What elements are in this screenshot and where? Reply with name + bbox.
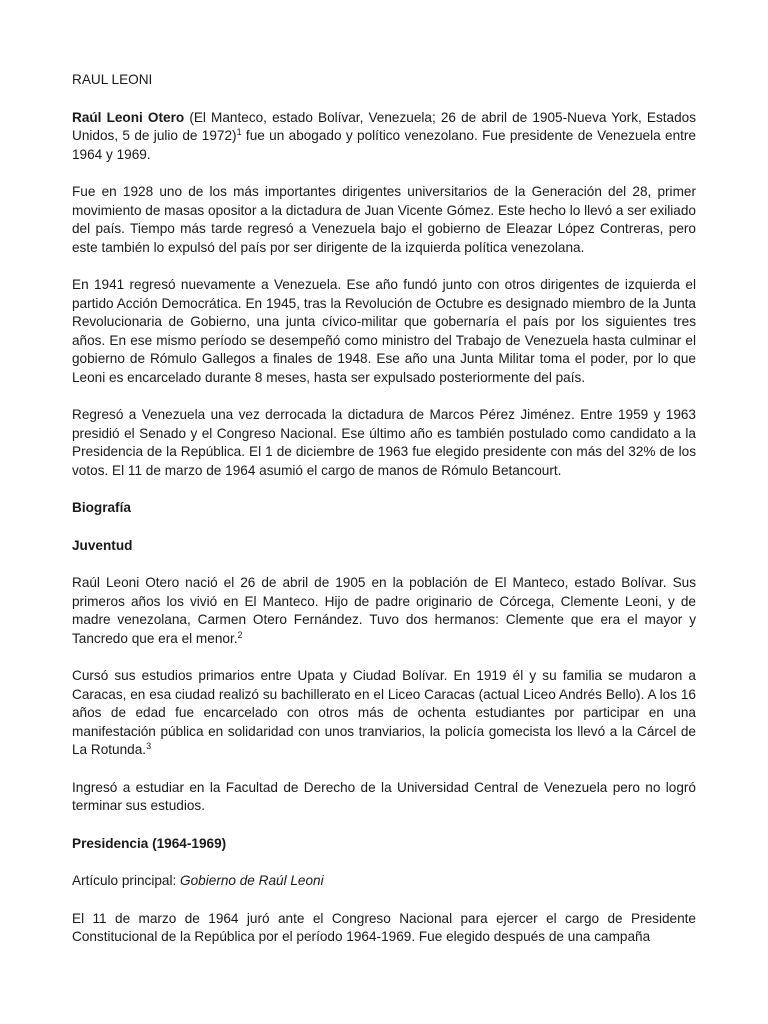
paragraph-regreso: Regresó a Venezuela una vez derrocada la dictadura de Marcos Pérez Jiménez. Entre 1959 y 1963 presidió el Senado y el Congreso Nacional. Ese último año es también postulado como candidato a la Presidencia de la República. El 1 de diciembre de 1963 fue elegido presidente con más del 32% de los votos. El 11 de marzo de 1964 asumió el cargo de manos de Rómulo Betancourt.	[72, 407, 696, 478]
nacimiento-text: Raúl Leoni Otero nació el 26 de abril de 1905 en la población de El Manteco, estado Bolívar. Sus primeros años los vivió en El Manteco. Hijo de padre originario de Córcega, Clemente Leoni, y de madre venezolana, Carmen Otero Fernández. Tuvo dos hermanos: Clemente que era el mayor y Tancredo que era el menor.	[72, 575, 696, 646]
main-article-note	[72, 872, 696, 891]
paragraph-derecho: Ingresó a estudiar en la Facultad de Derecho de la Universidad Central de Venezuela pero no logró terminar sus estudios.	[72, 779, 696, 813]
main-article-prefix: Artículo principal:	[72, 873, 181, 888]
estudios-text: Cursó sus estudios primarios entre Upata y Ciudad Bolívar. En 1919 él y su familia se mudaron a Caracas, en esa ciudad realizó su bachillerato en el Liceo Caracas (actual Liceo Andrés Bello). A los 16 años de edad fue encarcelado con otros más de ochenta estudiantes por participar en una manifestación pública en solidaridad con unos tranviarios, la policía gomecista los llevó a la Cárcel de La Rotunda.	[72, 668, 696, 757]
footnote-ref-3[interactable]: 3	[146, 741, 152, 751]
document-title: RAUL LEONI	[72, 72, 153, 87]
paragraph-nacimiento	[72, 574, 696, 648]
paragraph-intro	[72, 109, 696, 165]
footnote-ref-1[interactable]: 1	[236, 127, 242, 137]
heading-presidencia: Presidencia (1964-1969)	[72, 835, 227, 851]
paragraph-accion-democratica: En 1941 regresó nuevamente a Venezuela. Ese año fundó junto con otros dirigentes de izquierda el partido Acción Democrática. En 1945, tras la Revolución de Octubre es designado miembro de la Junta Revolucionaria de Gobierno, una junta cívico-militar que gobernaría el país por los siguientes tres años. En ese mismo período se desempeñó como ministro del Trabajo de Venezuela hasta culminar el gobierno de Rómulo Gallegos a finales de 1948. Ese año una Junta Militar toma el poder, por lo que Leoni es encarcelado durante 8 meses, hasta ser expulsado posteriormente del país.	[72, 277, 696, 385]
paragraph-juramento: El 11 de marzo de 1964 juró ante el Congreso Nacional para ejercer el cargo de Presidente Constitucional de la República por el período 1964-1969. Fue elegido después de una campaña	[72, 910, 696, 944]
intro-text-a: (El Manteco, estado Bolívar, Venezuela; 26 de abril de 1905-Nueva York, Estados Unidos, 5 de julio de 1972)	[72, 109, 697, 143]
heading-juventud: Juventud	[72, 537, 133, 553]
main-article-link[interactable]: Gobierno de Raúl Leoni	[180, 873, 324, 888]
bold-name: Raúl Leoni Otero	[72, 109, 185, 125]
footnote-ref-2[interactable]: 2	[237, 629, 243, 640]
heading-biografia: Biografía	[72, 500, 131, 515]
paragraph-estudios	[72, 667, 696, 760]
intro-text-b: fue un abogado y político venezolano. Fue presidente de Venezuela entre 1964 y 1969.	[72, 128, 696, 162]
paragraph-generacion-28: Fue en 1928 uno de los más importantes dirigentes universitarios de la Generación del 28, primer movimiento de masas opositor a la dictadura de Juan Vicente Gómez. Este hecho lo llevó a ser exiliado del país. Tiempo más tarde regresó a Venezuela bajo el gobierno de Eleazar López Contreras, pero este también lo expulsó del país por ser dirigente de la izquierda política venezolana.	[72, 184, 696, 255]
